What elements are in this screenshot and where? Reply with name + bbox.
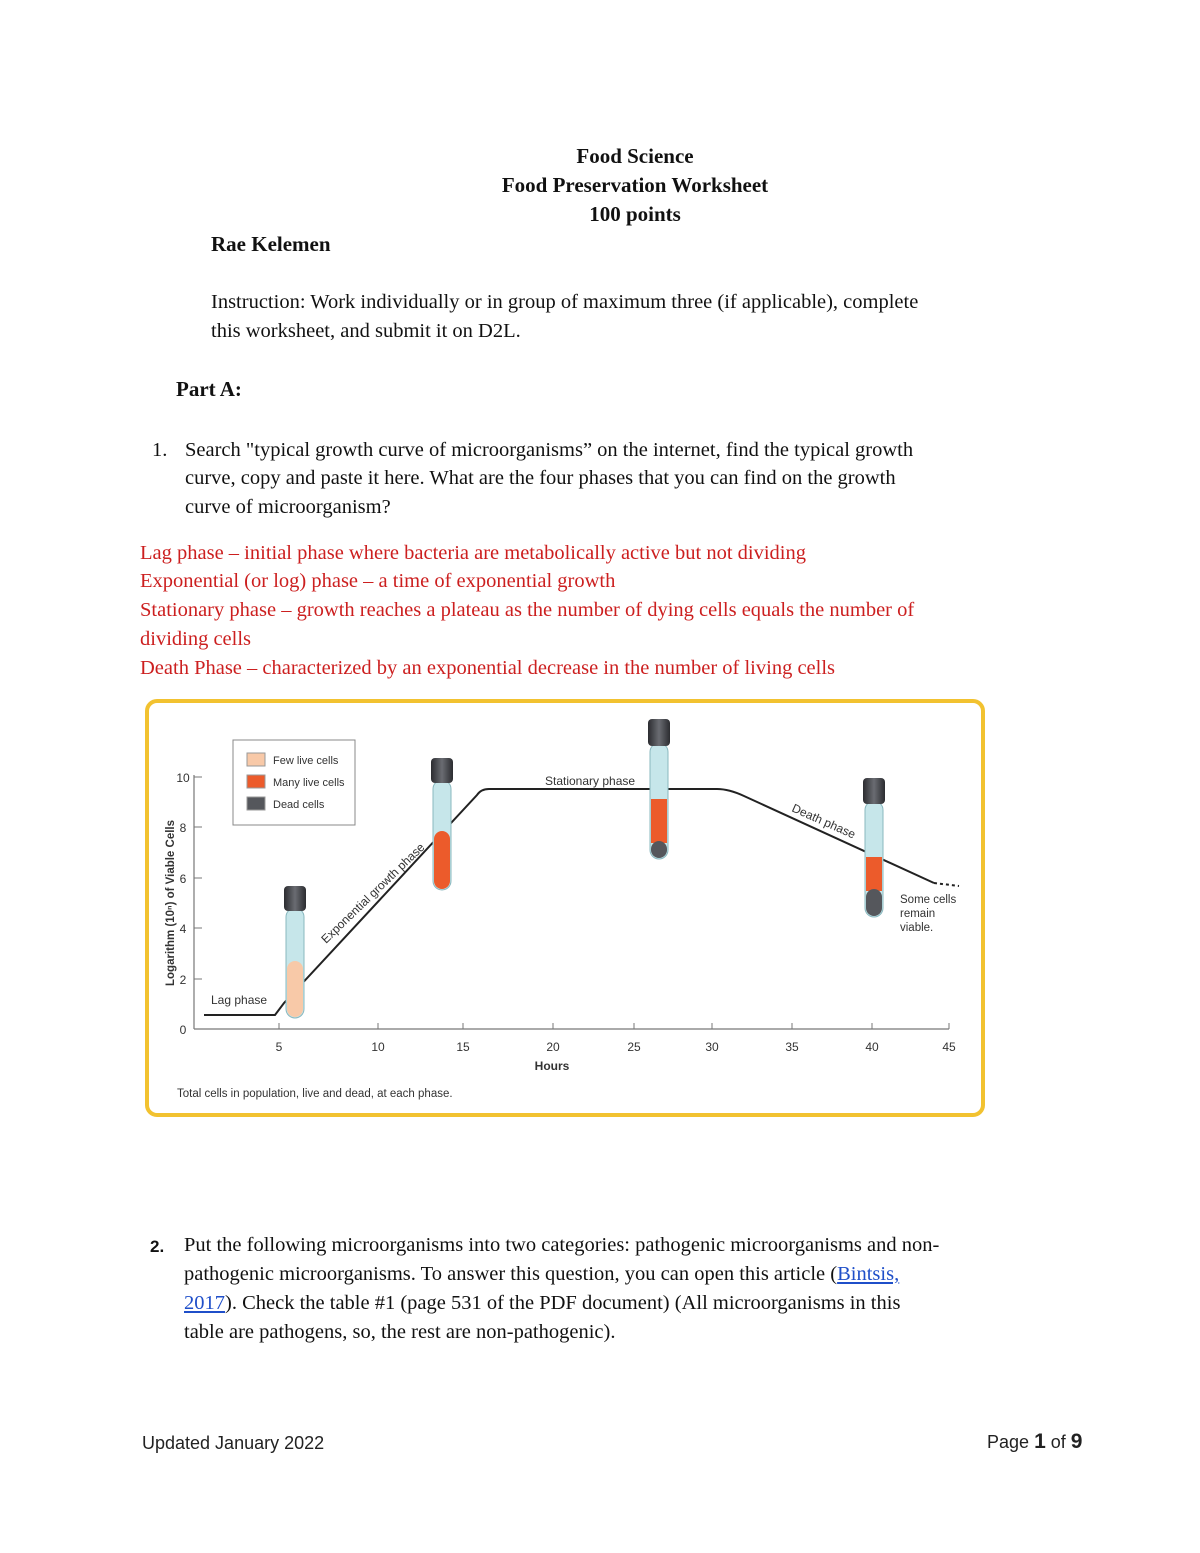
stationary-phase-label: Stationary phase bbox=[545, 774, 636, 788]
points-label: 100 points bbox=[589, 202, 681, 226]
student-name: Rae Kelemen bbox=[211, 232, 331, 256]
x-tick-label: 45 bbox=[942, 1040, 956, 1054]
viable-note-line-3: viable. bbox=[900, 922, 934, 934]
growth-curve-figure bbox=[145, 699, 985, 1117]
footer-page-number bbox=[987, 1430, 1082, 1454]
y-ticks bbox=[194, 777, 202, 1029]
y-tick-label: 8 bbox=[179, 821, 187, 835]
legend-swatch-many-live bbox=[247, 775, 265, 788]
y-tick-label: 4 bbox=[179, 922, 187, 936]
x-tick-label: 10 bbox=[371, 1040, 385, 1054]
question-2-line-1: Put the following microorganisms into two categories: pathogenic microorganisms and non- bbox=[184, 1234, 940, 1256]
x-tick-label: 25 bbox=[627, 1040, 641, 1054]
x-axis-label: Hours bbox=[534, 1059, 570, 1073]
question-2-line-3 bbox=[184, 1289, 900, 1318]
instruction-line-1: Instruction: Work individually or in group of maximum three (if applicable), complete bbox=[211, 291, 919, 313]
instruction-line-2: this worksheet, and submit it on D2L. bbox=[211, 320, 521, 342]
x-ticks bbox=[279, 1023, 949, 1029]
test-tube-exponential bbox=[431, 758, 453, 890]
answer-death-phase: Death Phase – characterized by an exponential decrease in the number of living cells bbox=[140, 657, 836, 679]
bintsis-link-year[interactable]: 2017 bbox=[184, 1292, 225, 1314]
question-1-line-1: Search "typical growth curve of microorganisms” on the internet, find the typical growth bbox=[185, 439, 914, 461]
x-tick-label: 30 bbox=[705, 1040, 719, 1054]
footer-page-word: Page bbox=[987, 1432, 1030, 1452]
figure-caption: Total cells in population, live and dead, at each phase. bbox=[177, 1088, 453, 1100]
growth-curve-dashed-tail bbox=[934, 883, 959, 886]
question-2-line-3-text: ). Check the table #1 (page 531 of the PDF document) (All microorganisms in this bbox=[225, 1292, 901, 1314]
answer-stationary-phase-line-2: dividing cells bbox=[140, 628, 252, 650]
x-tick-label: 15 bbox=[456, 1040, 470, 1054]
footer-page-current: 1 bbox=[1034, 1430, 1046, 1453]
bintsis-link[interactable]: Bintsis, bbox=[837, 1263, 900, 1285]
viable-note-line-1: Some cells bbox=[900, 894, 957, 906]
x-tick-label: 5 bbox=[275, 1040, 283, 1054]
test-tube-death bbox=[863, 778, 885, 917]
course-title: Food Science bbox=[576, 144, 694, 168]
answer-lag-phase: Lag phase – initial phase where bacteria are metabolically active but not dividing bbox=[140, 542, 806, 564]
legend-swatch-dead bbox=[247, 797, 265, 810]
lag-phase-label: Lag phase bbox=[211, 993, 268, 1007]
x-tick-label: 20 bbox=[546, 1040, 560, 1054]
exponential-phase-label: Exponential growth phase bbox=[318, 840, 428, 947]
y-tick-label: 0 bbox=[179, 1023, 187, 1037]
test-tube-lag bbox=[284, 886, 306, 1018]
test-tube-stationary bbox=[648, 719, 670, 859]
legend-label-dead: Dead cells bbox=[273, 799, 325, 811]
death-phase-label: Death phase bbox=[789, 800, 858, 842]
question-2-number: 2. bbox=[150, 1237, 165, 1256]
footer-page-of: of bbox=[1050, 1432, 1066, 1452]
growth-curve-svg bbox=[149, 703, 981, 1113]
part-a-heading: Part A: bbox=[176, 377, 242, 401]
question-1-number: 1. bbox=[152, 439, 168, 461]
x-tick-label: 35 bbox=[785, 1040, 799, 1054]
legend-label-many-live: Many live cells bbox=[273, 777, 345, 789]
y-tick-label: 6 bbox=[179, 872, 187, 886]
legend-label-few-live: Few live cells bbox=[273, 755, 339, 767]
answer-exponential-phase: Exponential (or log) phase – a time of exponential growth bbox=[140, 570, 616, 592]
question-1-line-2: curve, copy and paste it here. What are the four phases that you can find on the growth bbox=[185, 467, 896, 489]
footer-page-total: 9 bbox=[1070, 1430, 1083, 1453]
legend-swatch-few-live bbox=[247, 753, 265, 766]
y-tick-label: 2 bbox=[179, 973, 187, 987]
viable-note-line-2: remain bbox=[900, 908, 936, 920]
question-2-line-2-text: pathogenic microorganisms. To answer this question, you can open this article ( bbox=[184, 1263, 838, 1285]
answer-stationary-phase-line-1: Stationary phase – growth reaches a plateau as the number of dying cells equals the number of bbox=[140, 599, 915, 621]
x-tick-label: 40 bbox=[865, 1040, 879, 1054]
question-2-line-4: table are pathogens, so, the rest are non-pathogenic). bbox=[184, 1321, 616, 1343]
y-axis-label: Logarithm (10ⁿ) of Viable Cells bbox=[165, 819, 177, 987]
footer-updated-date: Updated January 2022 bbox=[142, 1433, 325, 1453]
worksheet-title: Food Preservation Worksheet bbox=[501, 173, 769, 197]
question-2-line-2 bbox=[184, 1260, 899, 1289]
y-tick-label: 10 bbox=[176, 771, 190, 785]
question-1-line-3: curve of microorganism? bbox=[185, 496, 391, 518]
